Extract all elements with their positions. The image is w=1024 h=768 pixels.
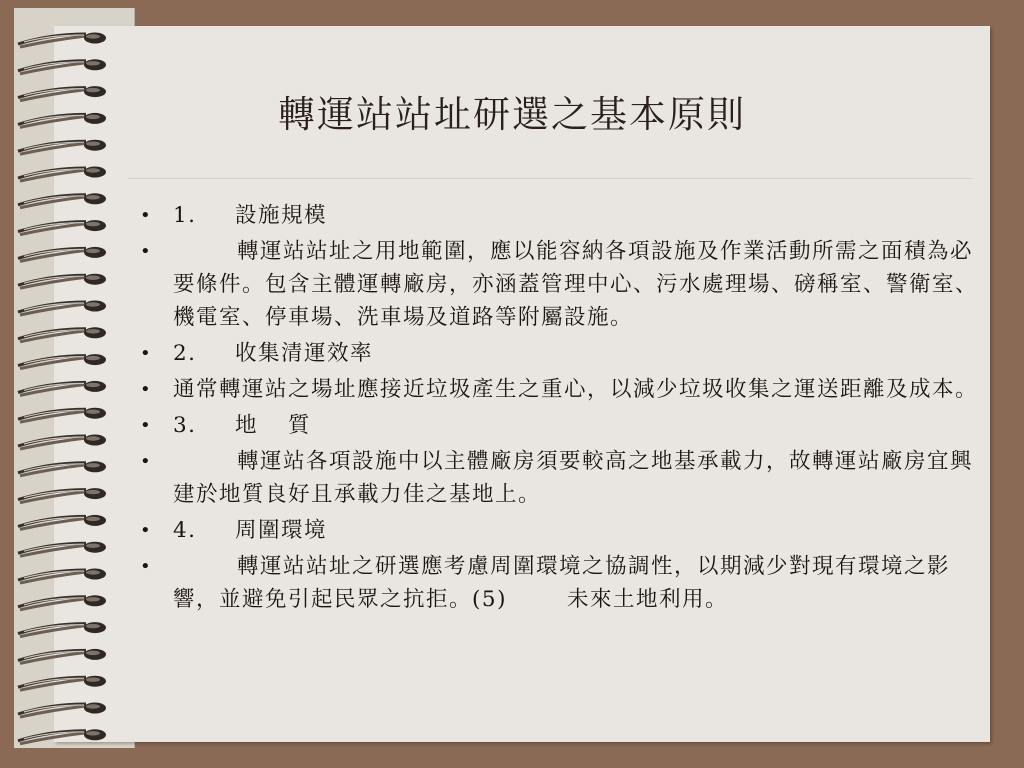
binding-ring [18, 140, 106, 155]
binding-ring [18, 220, 106, 235]
binding-ring [18, 327, 106, 342]
binding-ring [18, 542, 106, 557]
binding-ring [18, 649, 106, 664]
binding-ring [18, 247, 106, 262]
paragraph-text-part-b: 未來土地利用。 [566, 587, 728, 612]
binding-ring [18, 33, 106, 48]
bullet-marker: • [140, 415, 153, 436]
list-item-section-3 [140, 409, 985, 442]
binding-ring [18, 461, 106, 476]
binding-ring [18, 622, 106, 637]
binding-ring [18, 676, 106, 691]
bullet-marker: • [140, 379, 153, 400]
paragraph-text: 轉運站各項設施中以主體廠房須要較高之地基承載力，故轉運站廠房宜興建於地質良好且承載力佳之基地上。 [173, 449, 974, 507]
section-heading: 收集清運效率 [235, 341, 374, 366]
binding-ring [18, 301, 106, 316]
section-number: 1. [173, 203, 197, 228]
binding-ring [18, 435, 106, 450]
binding-ring [18, 59, 106, 74]
bullet-marker: • [140, 343, 153, 364]
binding-ring [18, 703, 106, 718]
bullet-marker: • [140, 205, 153, 226]
bullet-marker: • [140, 556, 153, 577]
bullet-marker: • [140, 241, 153, 262]
binding-ring [18, 515, 106, 530]
section-heading: 周圍環境 [235, 518, 328, 543]
list-item-section-2 [140, 337, 985, 370]
list-item-paragraph-2 [140, 373, 985, 406]
section-heading-part-a: 地 [235, 413, 259, 438]
binding-ring [18, 274, 106, 289]
list-item-paragraph-4 [140, 550, 985, 616]
bullet-marker: • [140, 451, 153, 472]
section-heading: 設施規模 [235, 203, 328, 228]
paragraph-text-part-a: 轉運站站址之研選應考慮周圍環境之協調性，以期減少對現有環境之影響，並避免引起民眾之抗拒。(5) [173, 554, 951, 612]
list-item-paragraph-3 [140, 445, 985, 511]
binding-ring [18, 354, 106, 369]
title-divider [128, 178, 972, 179]
paragraph-text: 轉運站站址之用地範圍，應以能容納各項設施及作業活動所需之面積為必要條件。包含主體運轉廠房，亦涵蓋管理中心、污水處理場、磅稱室、警衛室、機電室、停車場、洗車場及道路等附屬設施。 [173, 239, 979, 330]
bullet-marker: • [140, 520, 153, 541]
binding-ring [18, 381, 106, 396]
binding-ring [18, 408, 106, 423]
binding-ring [18, 729, 106, 744]
binding-ring [18, 569, 106, 584]
section-number: 2. [173, 341, 197, 366]
paragraph-text: 通常轉運站之場址應接近垃圾產生之重心，以減少垃圾收集之運送距離及成本。 [173, 377, 979, 402]
bullet-list [140, 199, 985, 619]
binding-ring [18, 595, 106, 610]
binding-ring [18, 167, 106, 182]
binding-ring [18, 193, 106, 208]
list-item-paragraph-1 [140, 235, 985, 334]
section-number: 4. [173, 518, 197, 543]
binding-ring [18, 488, 106, 503]
list-item-section-4 [140, 514, 985, 547]
list-item-section-1 [140, 199, 985, 232]
section-number: 3. [173, 413, 197, 438]
section-heading-part-b: 質 [288, 413, 312, 438]
slide-title: 轉運站站址研選之基本原則 [278, 93, 746, 136]
